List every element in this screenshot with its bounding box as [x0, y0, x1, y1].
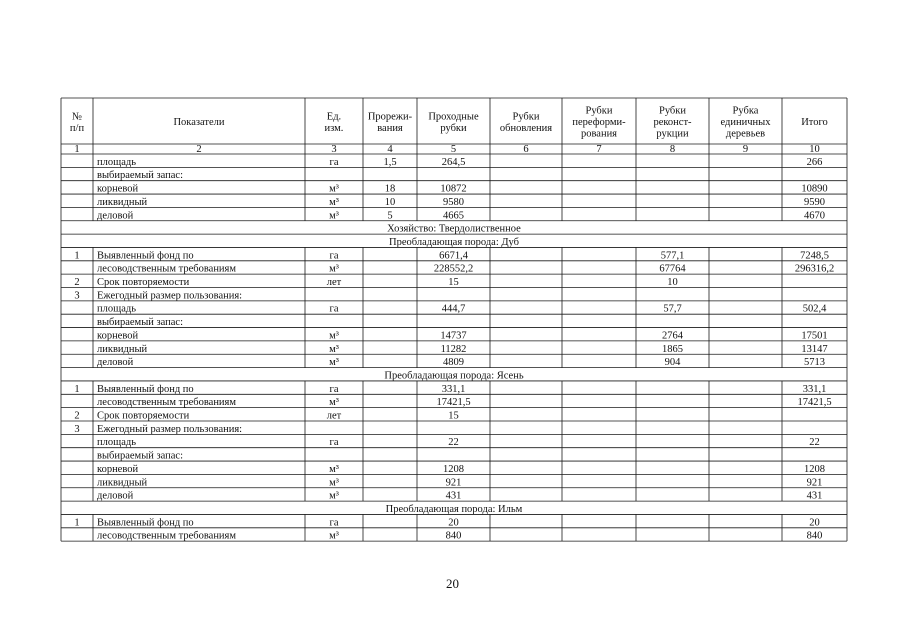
cell-unit: га	[329, 383, 339, 395]
cell-total: 4670	[804, 210, 825, 222]
indicator-label: Выявленный фонд по	[97, 383, 194, 395]
header-cell-reform: Рубки	[585, 105, 613, 117]
cell-thinning: 1,5	[383, 156, 397, 168]
header-cell-thinning: вания	[377, 122, 403, 134]
indicator-label: Срок повторяемости	[97, 410, 190, 422]
cell-unit: м³	[329, 183, 339, 195]
cell-total: 502,4	[802, 303, 827, 315]
cell-total: 1208	[804, 463, 825, 475]
cell-total: 840	[806, 530, 823, 542]
cell-unit: м³	[329, 263, 339, 275]
header-cell-passage: Проходные	[428, 111, 479, 123]
cell-unit: м³	[329, 463, 339, 475]
row-number: 2	[74, 277, 80, 288]
header-cell-reconstr: Рубки	[658, 105, 687, 117]
cell-unit: м³	[329, 343, 339, 355]
cell-reconstr: 67764	[659, 263, 686, 275]
column-number-3: 3	[331, 144, 337, 155]
header-cell-reform: переформи-	[572, 117, 626, 128]
cell-total: 20	[809, 517, 820, 529]
cell-passage: 444,7	[441, 303, 466, 315]
indicator-label: лесоводственным требованиям	[97, 263, 237, 275]
cell-thinning: 5	[387, 210, 393, 222]
cell-total: 17501	[801, 330, 828, 342]
indicator-label: Срок повторяемости	[97, 277, 190, 288]
header-cell-unit: Ед.	[326, 111, 342, 123]
header-cell-renewal: Рубки	[512, 111, 540, 123]
cell-unit: га	[329, 303, 339, 315]
cell-total: 296316,2	[794, 263, 835, 275]
cell-passage: 15	[448, 410, 459, 422]
cell-unit: га	[329, 517, 339, 529]
indicator-label: площадь	[97, 303, 136, 315]
cell-unit: м³	[329, 477, 339, 489]
cell-passage: 264,5	[441, 156, 466, 168]
page-number: 20	[446, 576, 459, 591]
section-heading: Преобладающая порода: Дуб	[389, 236, 519, 248]
header-cell-single: деревьев	[725, 128, 766, 140]
cell-total: 431	[806, 490, 823, 502]
header-cell-single: единичных	[720, 117, 771, 128]
row-number: 1	[74, 383, 80, 395]
column-number-10: 10	[809, 144, 820, 155]
indicator-label: площадь	[97, 156, 136, 168]
cell-reconstr: 2764	[662, 330, 683, 342]
indicator-label: Ежегодный размер пользования:	[97, 290, 243, 302]
column-number-1: 1	[74, 144, 80, 155]
cell-total: 9590	[804, 196, 825, 208]
cell-total: 22	[809, 437, 820, 449]
indicator-label: корневой	[97, 330, 139, 342]
indicator-label: ликвидный	[97, 477, 148, 489]
cell-unit: лет	[326, 410, 342, 422]
indicator-label: лесоводственным требованиям	[97, 397, 237, 409]
indicator-label: ликвидный	[97, 196, 148, 208]
header-cell-indicator: Показатели	[173, 117, 225, 128]
cell-thinning: 10	[384, 196, 396, 208]
cell-reconstr: 577,1	[660, 250, 685, 262]
header-cell-reform: рования	[580, 128, 618, 140]
column-number-5: 5	[450, 144, 457, 155]
cell-passage: 22	[448, 437, 459, 449]
cell-unit: м³	[329, 330, 339, 342]
indicator-label: лесоводственным требованиям	[97, 530, 237, 542]
indicator-label: выбираемый запас:	[97, 317, 184, 329]
row-number: 1	[74, 517, 80, 529]
header-cell-num: п/п	[69, 122, 85, 134]
cell-total: 5713	[804, 357, 825, 369]
section-heading: Хозяйство: Твердолиственное	[387, 223, 521, 235]
cell-unit: м³	[329, 490, 339, 502]
indicator-label: Ежегодный размер пользования:	[97, 423, 243, 435]
cell-passage: 11282	[440, 343, 467, 355]
cell-unit: м³	[329, 397, 339, 409]
cell-passage: 1208	[443, 463, 464, 475]
indicator-label: Выявленный фонд по	[97, 517, 194, 529]
row-number: 1	[74, 250, 80, 262]
header-cell-single: Рубка	[732, 105, 759, 117]
cell-passage: 10872	[440, 183, 467, 195]
column-number-6: 6	[523, 144, 529, 155]
cell-reconstr: 10	[667, 277, 678, 288]
cell-total: 13147	[801, 343, 828, 355]
cell-total: 10890	[801, 183, 828, 195]
cell-passage: 6671,4	[439, 250, 468, 262]
cell-passage: 921	[445, 477, 462, 489]
indicator-label: деловой	[97, 490, 134, 502]
cell-passage: 4809	[443, 357, 464, 369]
column-number-8: 8	[669, 144, 676, 155]
column-number-7: 7	[596, 144, 602, 155]
cell-passage: 15	[448, 277, 459, 288]
cell-passage: 17421,5	[436, 397, 471, 409]
indicator-label: деловой	[97, 357, 134, 369]
column-number-2: 2	[196, 144, 202, 155]
header-cell-num: №	[71, 111, 83, 123]
indicator-label: Выявленный фонд по	[97, 250, 194, 262]
cell-unit: га	[329, 156, 339, 168]
cell-total: 331,1	[802, 383, 827, 395]
header-cell-unit: изм.	[324, 122, 344, 134]
cell-passage: 840	[445, 530, 462, 542]
indicator-label: выбираемый запас:	[97, 450, 184, 462]
indicator-label: выбираемый запас:	[97, 170, 184, 182]
row-number: 2	[74, 410, 80, 422]
row-number: 3	[74, 423, 80, 435]
cell-unit: га	[329, 437, 339, 449]
column-number-4: 4	[387, 144, 393, 155]
cell-unit: лет	[326, 277, 342, 288]
header-cell-renewal: обновления	[499, 122, 553, 134]
section-heading: Преобладающая порода: Ясень	[384, 370, 524, 382]
cell-passage: 4665	[443, 210, 464, 222]
header-cell-reconstr: рукции	[656, 128, 689, 140]
cell-unit: м³	[329, 530, 339, 542]
cell-total: 17421,5	[797, 397, 832, 409]
header-cell-passage: рубки	[440, 122, 467, 134]
cell-unit: м³	[329, 196, 339, 208]
cell-total: 921	[806, 477, 823, 489]
cell-passage: 331,1	[441, 383, 466, 395]
cell-reconstr: 57,7	[663, 303, 682, 315]
indicator-label: корневой	[97, 183, 139, 195]
cell-thinning: 18	[384, 183, 396, 195]
indicator-label: корневой	[97, 463, 139, 475]
header-cell-thinning: Прорежи-	[367, 111, 413, 123]
indicator-label: деловой	[97, 210, 134, 222]
cell-passage: 9580	[443, 196, 464, 208]
header-cell-reconstr: реконст-	[653, 117, 692, 128]
row-number: 3	[74, 290, 80, 302]
cell-unit: м³	[329, 357, 339, 369]
cell-passage: 228552,2	[433, 263, 474, 275]
section-heading: Преобладающая порода: Ильм	[385, 503, 523, 515]
cell-passage: 20	[448, 517, 459, 529]
cell-unit: м³	[329, 210, 339, 222]
column-number-9: 9	[742, 144, 749, 155]
cell-unit: га	[329, 250, 339, 262]
cell-reconstr: 1865	[662, 343, 683, 355]
header-cell-total: Итого	[801, 117, 828, 128]
cell-passage: 14737	[440, 330, 467, 342]
cell-total: 7248,5	[800, 250, 829, 262]
indicator-label: площадь	[97, 437, 136, 449]
indicator-label: ликвидный	[97, 343, 148, 355]
cell-reconstr: 904	[664, 357, 681, 369]
cell-passage: 431	[445, 490, 462, 502]
cell-total: 266	[806, 156, 823, 168]
